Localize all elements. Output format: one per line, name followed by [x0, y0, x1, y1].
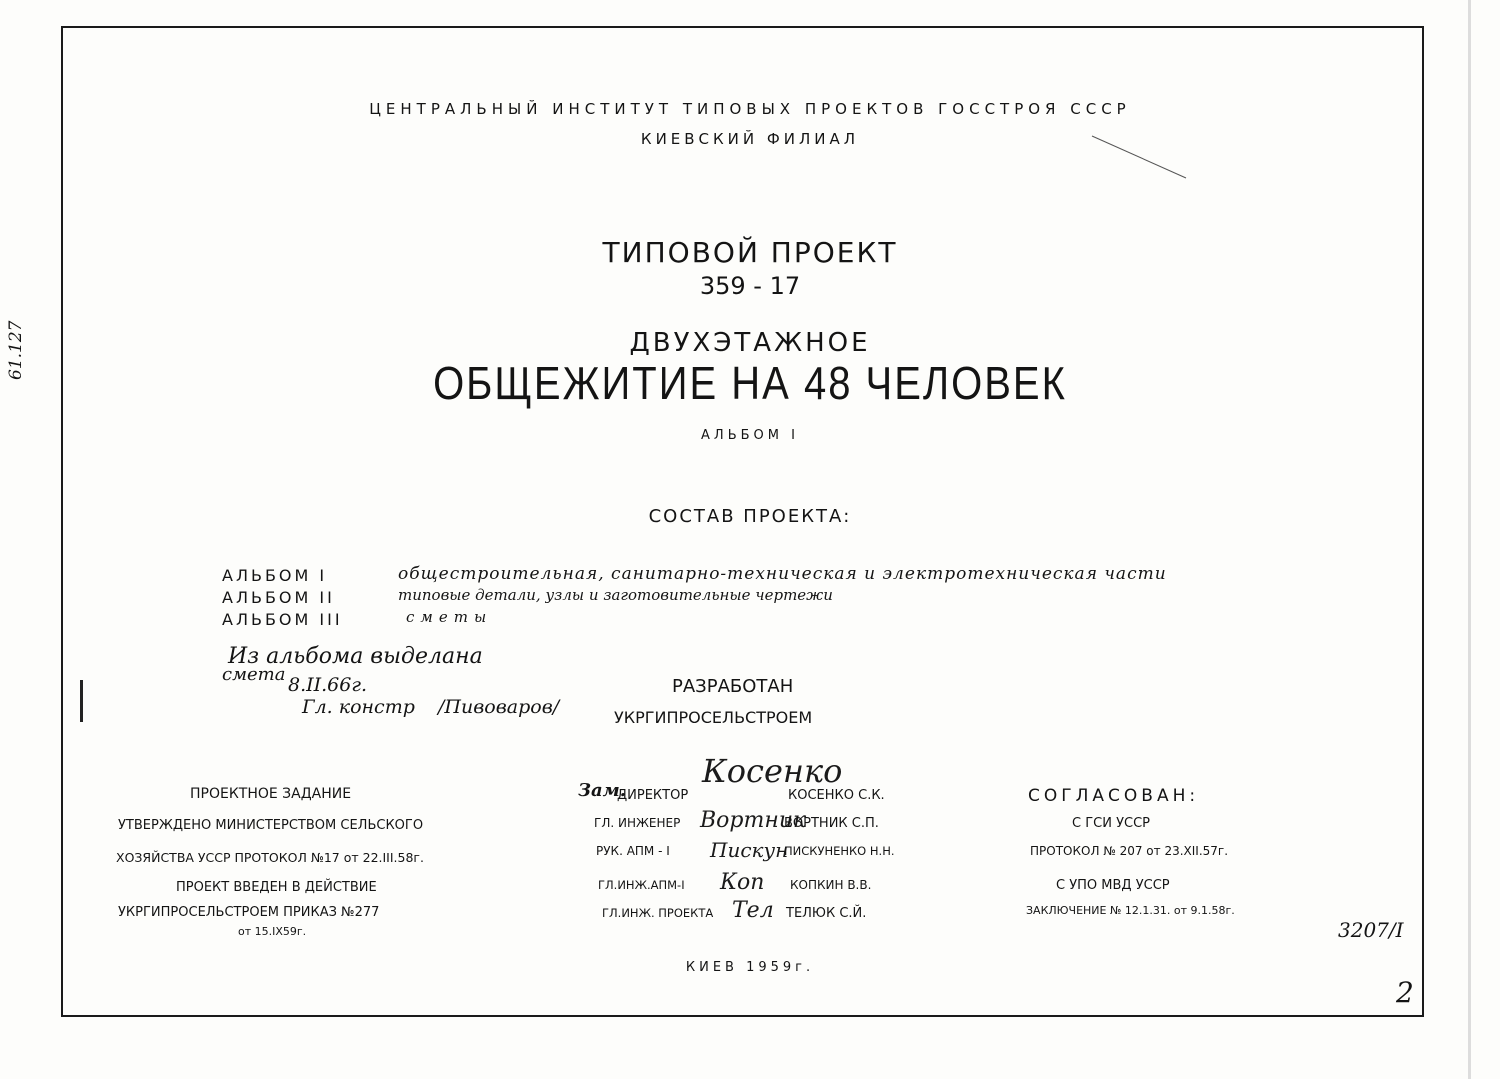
assignment-line5: УКРГИПРОСЕЛЬСТРОЕМ ПРИКАЗ №277 — [118, 905, 380, 920]
developed-line2: УКРГИПРОСЕЛЬСТРОЕМ — [614, 708, 813, 727]
assignment-line6: от 15.IX59г. — [238, 925, 307, 938]
left-tick-mark — [80, 680, 83, 722]
staff-1-role: ГЛ. ИНЖЕНЕР — [594, 816, 681, 830]
staff-1-signature: Вортник — [700, 808, 807, 833]
agreed-line4: С УПО МВД УССР — [1056, 878, 1170, 893]
archive-number: 3207/I — [1338, 918, 1404, 942]
staff-1-name: ВОРТНИК С.П. — [784, 816, 879, 831]
agreed-line1: СОГЛАСОВАН: — [1028, 786, 1200, 806]
agreed-line3: ПРОТОКОЛ № 207 от 23.XII.57г. — [1030, 844, 1229, 858]
staff-2-signature: Пискун — [710, 838, 789, 862]
album-3-label: АЛЬБОМ III — [222, 610, 343, 629]
stray-pen-stroke — [1090, 132, 1190, 182]
staff-2-name: ПИСКУНЕНКО Н.Н. — [784, 844, 895, 858]
album-3-desc: сметы — [406, 608, 493, 626]
handnote-name: /Пивоваров/ — [438, 696, 560, 718]
branch-name: КИЕВСКИЙ ФИЛИАЛ — [640, 130, 860, 148]
album-2-desc: типовые детали, узлы и заготовительные чертежи — [398, 586, 833, 604]
project-subtitle: ДВУХЭТАЖНОЕ — [629, 328, 871, 358]
assignment-line3: ХОЗЯЙСТВА УССР ПРОТОКОЛ №17 от 22.III.58г. — [116, 850, 424, 865]
project-number: 359 - 17 — [699, 272, 801, 300]
composition-heading: СОСТАВ ПРОЕКТА: — [648, 506, 852, 527]
page-number: 2 — [1396, 976, 1414, 1009]
footer-city-year: КИЕВ 1959г. — [685, 960, 815, 975]
staff-0-prefix: Зам. — [578, 780, 627, 801]
assignment-line4: ПРОЕКТ ВВЕДЕН В ДЕЙСТВИЕ — [176, 880, 377, 895]
agreed-line2: С ГСИ УССР — [1072, 816, 1150, 831]
handnote-role: Гл. констр — [302, 696, 415, 718]
staff-3-role: ГЛ.ИНЖ.АПМ-I — [598, 878, 685, 892]
staff-2-role: РУК. АПМ - I — [596, 844, 670, 858]
staff-3-signature: Коп — [720, 870, 765, 895]
staff-4-role: ГЛ.ИНЖ. ПРОЕКТА — [602, 906, 714, 920]
handnote-line1: Из альбома выделана — [228, 644, 483, 669]
side-stamp: 61.127 — [6, 320, 26, 380]
album-1-desc: общестроительная, санитарно-техническая и электротехническая части — [398, 564, 1167, 584]
assignment-line1: ПРОЕКТНОЕ ЗАДАНИЕ — [190, 786, 352, 802]
page-edge-shadow — [1468, 0, 1471, 1079]
staff-4-signature: Тел — [732, 898, 774, 923]
album-2-label: АЛЬБОМ II — [222, 588, 335, 607]
project-type: ТИПОВОЙ ПРОЕКТ — [602, 236, 898, 269]
staff-0-name: КОСЕНКО С.К. — [788, 788, 885, 803]
handnote-line2: смета — [222, 664, 286, 685]
staff-0-role: ДИРЕКТОР — [617, 788, 689, 803]
developed-line1: РАЗРАБОТАН — [672, 676, 794, 697]
handnote-date: 8.II.66г. — [288, 674, 367, 696]
staff-3-name: КОПКИН В.В. — [790, 878, 872, 892]
institute-name: ЦЕНТРАЛЬНЫЙ ИНСТИТУТ ТИПОВЫХ ПРОЕКТОВ ГОССТРОЯ СССР — [369, 100, 1131, 118]
project-main-title: ОБЩЕЖИТИЕ НА 48 ЧЕЛОВЕК — [433, 358, 1067, 410]
agreed-line5: ЗАКЛЮЧЕНИЕ № 12.1.31. от 9.1.58г. — [1026, 904, 1235, 917]
assignment-line2: УТВЕРЖДЕНО МИНИСТЕРСТВОМ СЕЛЬСКОГО — [118, 818, 424, 833]
album-1-label: АЛЬБОМ I — [222, 566, 328, 585]
staff-0-signature: Косенко — [702, 752, 843, 790]
staff-4-name: ТЕЛЮК С.Й. — [786, 906, 867, 921]
album-label: АЛЬБОМ I — [701, 428, 799, 443]
